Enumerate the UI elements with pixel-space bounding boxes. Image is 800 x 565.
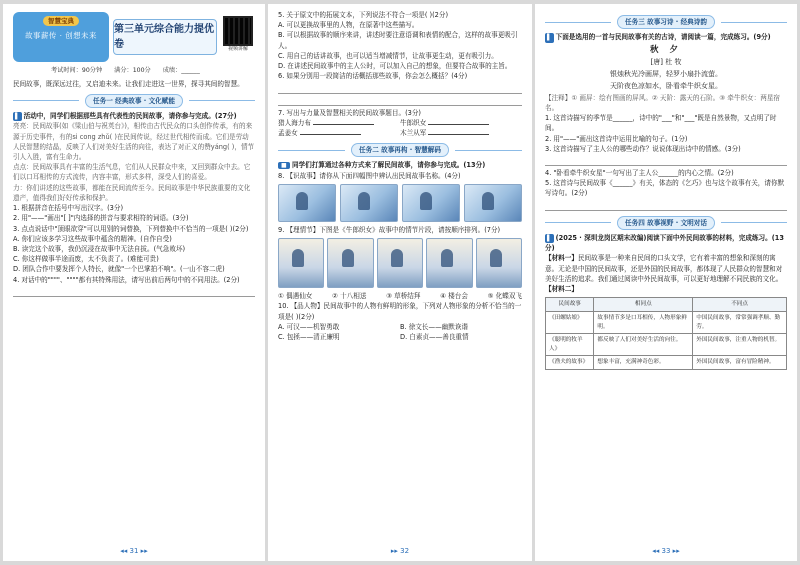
story-illustrations [278, 184, 522, 222]
answer-line[interactable] [545, 201, 787, 211]
page-number-value: 32 [400, 547, 410, 556]
plot-frame-1 [278, 238, 324, 288]
material-text: 民间故事是一种来自民间的口头文学，它有着丰富的想象和深刻的寓意。无论是中国的民间故事，还是外国的民间故事，都体现了人民群众的智慧和对美好生活的追求。我们通过阅读中外民间故事，可以更好地理解不同民族的文化。 [545, 254, 783, 283]
task-heading-4 [545, 216, 787, 230]
option-b: B. 可以根据故事的顺序来讲，讲述时要注意语调和表情的配合，这样的故事更吸引人。 [278, 31, 518, 50]
activity-intro-text: 同学们打算通过各种方式来了解民间故事，请你参与完成。(13分) [291, 161, 486, 170]
question-4: 4. "卧看牵牛织女星"一句写出了主人公______的内心之情。(2分) [545, 168, 734, 177]
question-1: 1. 根据拼音在括号中写出汉字。(3分) [13, 204, 124, 213]
banner-tag: 智慧宝典 [43, 16, 79, 26]
table-header: 不同点 [693, 298, 787, 312]
task-chip: 任务四 故事视野 · 文明对话 [617, 216, 715, 230]
material-3: 力：你们讲述的这些故事，都能在民间流传至今。民间故事是中华民族重要的文化遗产，值得我们好好传承和保护。 [13, 183, 251, 202]
section-marker: ▌ [547, 234, 552, 242]
answer-line[interactable] [278, 96, 522, 106]
answer-line[interactable] [13, 287, 255, 297]
fill-blank[interactable] [428, 119, 489, 125]
q7-item: 牛郎织女 [400, 118, 522, 128]
table-row: 《田螺姑娘》 故事情节多是口耳相传，人物形象鲜明。 中国民间故事，常常强调孝顺、勤劳。 [546, 311, 787, 333]
illustration-2 [340, 184, 398, 222]
question-5: 5. 这首诗与民间故事《______》有关，体态的《乞巧》也与这个故事有关，请你默写诗句。(2分) [545, 179, 785, 198]
plot-illustrations [278, 238, 522, 288]
qr-code[interactable] [221, 16, 255, 58]
question-5: 5. 关于原文中的拓展文本，下列说法不符合一项是( )(2分) [278, 11, 449, 19]
material-1 [545, 253, 787, 284]
q10-option: D. 白素贞——善良重情 [400, 333, 469, 342]
section-tag: ■ [278, 162, 290, 169]
activity-intro [13, 111, 255, 121]
page-32 [268, 4, 532, 561]
option-c: C. 用自己的话讲故事，也可以适当增减情节，让故事更生动，更有吸引力。 [278, 51, 498, 60]
question-8: 8. 【识故事】请你从下面四幅图中辨认出民间故事名称。(4分) [278, 171, 461, 180]
page-title: 第三单元综合能力提优卷 [113, 19, 217, 55]
exam-result: 成绩：______ [162, 67, 200, 74]
qr-label: 视频讲解 [227, 46, 248, 52]
task4-intro-text: (2025 · 深圳龙岗区期末改编)阅读下面中外民间故事的材料，完成练习。(13分) [545, 233, 784, 253]
table-header: 民间故事 [546, 298, 594, 312]
page-number: ◂◂ 31 ▸▸ [120, 547, 148, 556]
q9-option: ⑤ 化蝶双飞 [487, 292, 522, 301]
option-d: D. 团队合作中要发挥个人特长，就像"一个巴掌拍不响"。(一山不容二虎) [13, 265, 225, 274]
page-number-value: 33 [661, 547, 671, 556]
q7-item: 猎人海力布 [278, 118, 400, 128]
poem-block [545, 43, 787, 93]
task3-intro-text: 下面是选用的一首与民间故事有关的古诗，请阅读一篇，完成练习。(9分) [555, 33, 771, 42]
activity-intro [278, 160, 522, 170]
intro-text: 民间故事，既深远过往，又启迪未来。让我们走进这一世界，探寻其间的智慧。 [13, 79, 244, 88]
page-33 [535, 4, 797, 561]
option-d: D. 在讲述民间故事中的主人公时，可以加入自己的想象，但要符合故事的主旨。 [278, 62, 512, 71]
table-header: 相同点 [594, 298, 693, 312]
q7-items [278, 118, 522, 138]
question-7: 7. 写出与力量及智慧相关的民间故事题目。(3分) [278, 108, 422, 117]
poem-line: 天阶夜色凉如水，卧看牵牛织女星。 [610, 81, 722, 90]
material-2-label: 【材料二】 [545, 284, 578, 293]
option-b: B. 读完这个故事，我仍沉浸在故事中无法自拔。(气急败坏) [13, 244, 186, 253]
question-2: 2. 用"——"画出"[ ]"内选择的拼音与要求相符的词语。(3分) [13, 214, 189, 223]
answer-line[interactable] [545, 156, 787, 166]
task-heading-2 [278, 143, 522, 157]
poem-notes: 【注释】① 画屏：绘有图画的屏风。② 天阶：露天的石阶。③ 牵牛织女：两星宿名。 [545, 93, 781, 112]
illustration-1 [278, 184, 336, 222]
table-row: 《聪明的牧羊人》 都反映了人们对美好生活的向往。 外国民间故事，注重人物的机智。 [546, 334, 787, 356]
page-number: ◂◂ 33 ▸▸ [652, 547, 680, 556]
page-header [13, 10, 255, 64]
q10-options [278, 322, 522, 342]
material-2: 点点：民间故事具有丰富的生活气息，它们从人民群众中来，又回到群众中去。它们以口耳相传的方式流传，内容丰富，形式多样，深受人们的喜爱。 [13, 163, 251, 182]
illustration-4 [464, 184, 522, 222]
table-row: 《渔夫的故事》 想象丰富，充满神奇色彩。 外国民间故事，富有冒险精神。 [546, 356, 787, 370]
exam-meta [51, 66, 255, 76]
section-marker: ▌ [547, 34, 552, 42]
page-number: ▸▸ 32 [390, 547, 410, 556]
task3-intro [545, 32, 787, 42]
question-4: 4. 对话中的""""、""""都有其特殊用法，请写出前后两句中的不同用法。(2分) [13, 275, 240, 284]
q10-option: A. 可汉——机智勇敢 [278, 322, 340, 331]
plot-frame-3 [377, 238, 423, 288]
poem-title: 秋 夕 [650, 44, 682, 55]
qr-code-icon [223, 16, 253, 46]
task-heading-1 [13, 94, 255, 108]
page-number-value: 31 [129, 547, 139, 556]
banner-subtitle: 故事薪传 · 创想未来 [25, 31, 97, 41]
q9-options [278, 291, 522, 301]
fill-blank[interactable] [300, 129, 361, 135]
task-chip: 任务三 故事习诗 · 经典诗韵 [617, 15, 715, 29]
q10-option: C. 包拯——清正廉明 [278, 333, 340, 342]
q10-option: B. 徐文长——幽默诙谐 [400, 322, 469, 331]
option-c: C. 你这样做事半途而废，太不负责了。(难能可贵) [13, 255, 159, 264]
task4-intro [545, 233, 787, 254]
unit-banner [13, 12, 109, 62]
exam-score: 满分：100分 [114, 67, 151, 74]
material-label: 【材料一】 [545, 254, 578, 263]
page-31 [3, 4, 265, 561]
fill-blank[interactable] [428, 129, 489, 135]
question-2: 2. 用"——"画出这首诗中运用比喻的句子。(1分) [545, 134, 688, 143]
task-chip: 任务二 故事再构 · 智慧解码 [351, 143, 449, 157]
question-1: 1. 这首诗描写的季节是______，诗中的"___"和"___"既是自然景物，又点明了时间。 [545, 114, 777, 133]
material-1: 亮亮：民间故事(如《梁山伯与祝英台》)，相传由古代民众的口头创作传承，有的来源于历史事件，有的si cong zhǔ( )在民间传说，经过世代相传而成。它们是劳动人民智慧的结晶，反映了人们对美好生活的向往，表达了对正义的赞yáng( )，情节引人入胜，富有生命力。 [13, 122, 255, 161]
poem-author: [唐] 杜 牧 [650, 57, 682, 66]
answer-line[interactable] [278, 84, 522, 94]
q9-option: ③ 草桥结拜 [386, 292, 421, 301]
question-9: 9. 【理情节】下图是《牛郎织女》故事中的情节片段，请按顺序排列。(7分) [278, 225, 501, 234]
question-3: 3. 点点说话中"顶眼欲穿"可以用别的词替换，下列替换中不恰当的一项是( )(2分) [13, 224, 249, 233]
option-a: A. 你们应该多学习这些故事中蕴含的精神。(自作自受) [13, 234, 172, 243]
activity-intro-text: 活动中，同学们根据那些具有代表性的民间故事，请你参与完成。(27分) [23, 112, 237, 121]
comparison-table [545, 297, 787, 370]
illustration-3 [402, 184, 460, 222]
q7-item: 孟姜女 [278, 128, 400, 138]
poem-line: 银烛秋光冷画屏，轻罗小扇扑流萤。 [610, 69, 722, 78]
section-marker: ▌ [15, 113, 20, 121]
plot-frame-4 [426, 238, 472, 288]
plot-frame-2 [327, 238, 373, 288]
exam-time: 考试时间：90分钟 [51, 67, 103, 74]
q9-option: ② 十八相送 [332, 292, 367, 301]
task-heading-3 [545, 15, 787, 29]
fill-blank[interactable] [313, 119, 374, 125]
q9-option: ④ 楼台会 [440, 292, 468, 301]
question-10: 10. 【品人物】民间故事中的人物有鲜明的形象，下列对人物形象的分析不恰当的一项是( )(2分) [278, 302, 522, 321]
question-3: 3. 这首诗描写了主人公的哪些动作？说说体现出诗中的情感。(3分) [545, 144, 741, 153]
q7-item: 木兰从军 [400, 128, 522, 138]
q9-option: ① 偶遇仙女 [278, 292, 313, 301]
plot-frame-5 [476, 238, 522, 288]
option-a: A. 可以更换故事里的人物，在原著中这些描写。 [278, 21, 419, 30]
question-6: 6. 如果分别用一段简洁的话概括那些故事，你会怎么概括？(4分) [278, 72, 468, 81]
task-chip: 任务一 经典故事 · 文化赋能 [85, 94, 183, 108]
